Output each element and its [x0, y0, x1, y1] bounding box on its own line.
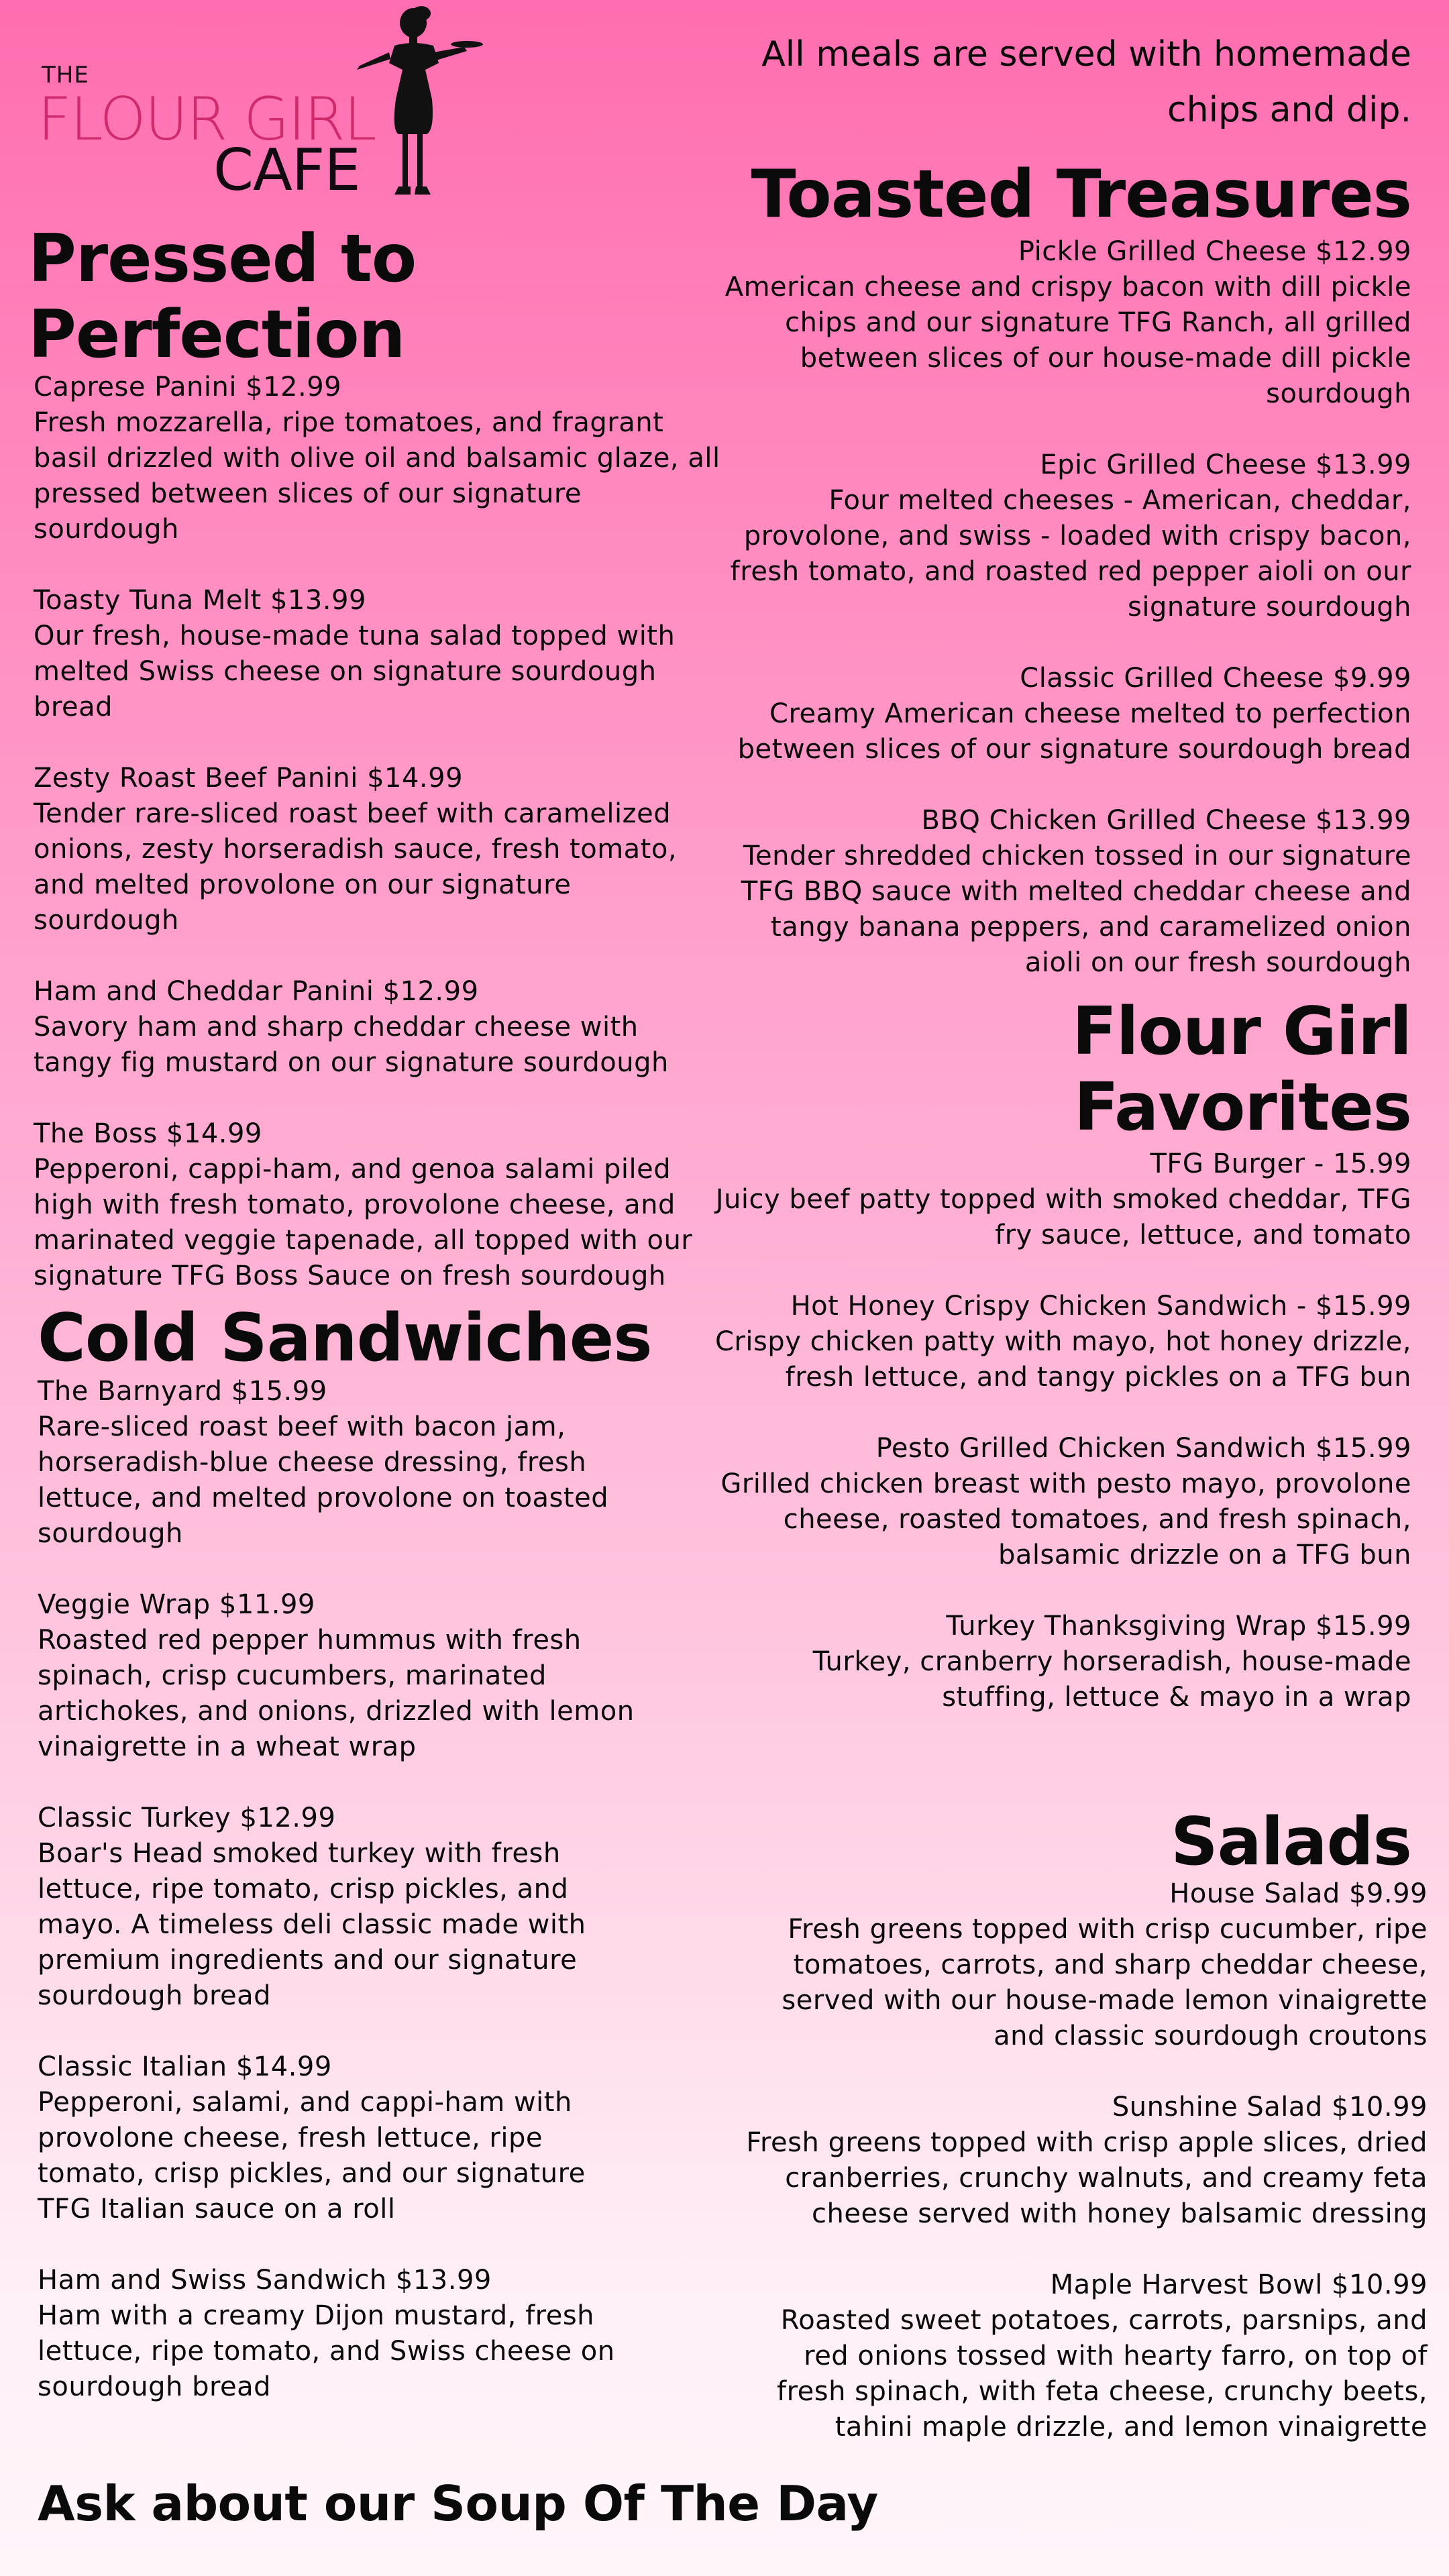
- meals-note: All meals are served with homemade chips and dip.: [761, 34, 1411, 131]
- menu-item: [714, 1289, 1411, 1395]
- menu-item: [714, 1146, 1411, 1253]
- menu-item: [34, 583, 724, 725]
- item-desc: Savory ham and sharp cheddar cheese with tangy fig mustard on our signature sourdough: [34, 1012, 669, 1079]
- item-title: Pickle Grilled Cheese $12.99: [1018, 236, 1411, 268]
- item-desc: Turkey, cranberry horseradish, house-made stuffing, lettuce & mayo in a wrap: [812, 1646, 1411, 1713]
- menu-item: [730, 2267, 1428, 2445]
- menu-item: [34, 974, 724, 1081]
- item-desc: Juicy beef patty topped with smoked cheddar, TFG fry sauce, lettuce, and tomato: [715, 1184, 1411, 1251]
- cold-heading: Cold Sandwiches: [38, 1300, 652, 1377]
- left-column: [28, 221, 724, 2405]
- item-title: Classic Italian $14.99: [38, 2051, 332, 2083]
- item-title: Hot Honey Crispy Chicken Sandwich - $15.99: [790, 1291, 1411, 1322]
- item-title: Ham and Cheddar Panini $12.99: [34, 976, 479, 1008]
- item-title: Turkey Thanksgiving Wrap $15.99: [946, 1611, 1411, 1642]
- item-desc: Roasted sweet potatoes, carrots, parsnips, and red onions tossed with hearty farro, on top of fresh spinach, with feta cheese, crunchy beets, tahini maple drizzle, and lemon vinaigrette: [777, 2304, 1428, 2443]
- item-desc: Our fresh, house-made tuna salad topped with melted Swiss cheese on signature sourdough bread: [34, 621, 676, 723]
- item-desc: Roasted red pepper hummus with fresh spinach, crisp cucumbers, marinated artichokes, and onions, drizzled with lemon vinaigrette in a wheat wrap: [38, 1625, 635, 1763]
- item-desc: Fresh mozzarella, ripe tomatoes, and fragrant basil drizzled with olive oil and balsamic glaze, all pressed between slices of our signature sourdough: [34, 407, 720, 545]
- menu-item: [730, 1876, 1428, 2054]
- menu-item: [34, 370, 724, 547]
- menu-item: [714, 234, 1411, 412]
- item-title: Epic Grilled Cheese $13.99: [1040, 449, 1411, 481]
- menu-item: [38, 1801, 641, 2014]
- item-desc: Fresh greens topped with crisp apple slices, dried cranberries, crunchy walnuts, and creamy feta cheese served with honey balsamic dressing: [746, 2127, 1428, 2229]
- salads-column: [730, 1805, 1428, 2445]
- salads-heading: Salads: [1171, 1804, 1411, 1880]
- menu-item: [38, 1587, 695, 1765]
- item-title: Classic Turkey $12.99: [38, 1803, 336, 1834]
- salads-section: [730, 1805, 1428, 2445]
- item-desc: Crispy chicken patty with mayo, hot honey drizzle, fresh lettuce, and tangy pickles on a TFG bun: [714, 1326, 1411, 1393]
- item-desc: Creamy American cheese melted to perfection between slices of our signature sourdough bread: [737, 698, 1411, 765]
- menu-item: [38, 2263, 682, 2405]
- item-desc: Ham with a creamy Dijon mustard, fresh lettuce, ripe tomato, and Swiss cheese on sourdough bread: [38, 2300, 615, 2403]
- item-title: The Barnyard $15.99: [38, 1376, 327, 1407]
- menu-item: [38, 2049, 641, 2227]
- item-desc: Grilled chicken breast with pesto mayo, provolone cheese, roasted tomatoes, and fresh spinach, balsamic drizzle on a TFG bun: [720, 1468, 1411, 1571]
- item-title: House Salad $9.99: [1169, 1878, 1428, 1909]
- item-desc: Tender rare-sliced roast beef with caramelized onions, zesty horseradish sauce, fresh tomato, and melted provolone on our signature sourdough: [34, 798, 678, 936]
- menu-item: [714, 1609, 1411, 1715]
- toasted-heading: Toasted Treasures: [751, 156, 1411, 233]
- item-desc: Boar's Head smoked turkey with fresh lettuce, ripe tomato, crisp pickles, and mayo. A timeless deli classic made with premium ingredients and our signature sourdough bread: [38, 1838, 586, 2012]
- item-title: Zesty Roast Beef Panini $14.99: [34, 763, 464, 794]
- item-title: BBQ Chicken Grilled Cheese $13.99: [921, 805, 1411, 837]
- item-title: TFG Burger - 15.99: [1150, 1148, 1411, 1180]
- item-title: Caprese Panini $12.99: [34, 372, 342, 403]
- menu-item: [714, 447, 1411, 625]
- menu-item: [34, 1116, 724, 1294]
- item-desc: American cheese and crispy bacon with dill pickle chips and our signature TFG Ranch, all grilled between slices of our house-made dill pickle sourdough: [724, 272, 1411, 410]
- item-title: Maple Harvest Bowl $10.99: [1050, 2269, 1428, 2300]
- right-column: [714, 27, 1411, 1715]
- item-title: Sunshine Salad $10.99: [1112, 2091, 1428, 2123]
- menu-item: [714, 661, 1411, 767]
- menu-item: [714, 803, 1411, 981]
- logo-cafe: CAFE: [213, 137, 360, 204]
- soup-of-the-day: Ask about our Soup Of The Day: [38, 2475, 878, 2532]
- item-title: Classic Grilled Cheese $9.99: [1020, 663, 1411, 694]
- item-title: The Boss $14.99: [34, 1118, 262, 1150]
- item-desc: Fresh greens topped with crisp cucumber, ripe tomatoes, carrots, and sharp cheddar cheese, served with our house-made lemon vinaigrette and classic sourdough croutons: [782, 1913, 1428, 2051]
- cold-section: [38, 1301, 724, 2405]
- menu-item: [38, 1374, 695, 1552]
- item-title: Pesto Grilled Chicken Sandwich $15.99: [875, 1433, 1411, 1464]
- item-desc: Pepperoni, salami, and cappi-ham with provolone cheese, fresh lettuce, ripe tomato, crisp pickles, and our signature TFG Italian sauce on a roll: [38, 2087, 586, 2225]
- logo-the: THE: [42, 62, 89, 89]
- item-desc: Four melted cheeses - American, cheddar, provolone, and swiss - loaded with crispy bacon, fresh tomato, and roasted red pepper aioli on our signature sourdough: [730, 485, 1411, 623]
- item-desc: Tender shredded chicken tossed in our signature TFG BBQ sauce with melted cheddar cheese and tangy banana peppers, and caramelized onion aioli on our fresh sourdough: [741, 841, 1411, 979]
- logo-flour-girl: FLOUR GIRL: [38, 85, 376, 154]
- pressed-heading: Pressed to Perfection: [28, 221, 417, 373]
- favorites-heading: Flour Girl Favorites: [1071, 994, 1411, 1146]
- item-title: Toasty Tuna Melt $13.99: [34, 585, 366, 616]
- item-desc: Pepperoni, cappi-ham, and genoa salami piled high with fresh tomato, provolone cheese, and marinated veggie tapenade, all topped with our signature TFG Boss Sauce on fresh sourdough: [34, 1154, 693, 1292]
- menu-item: [714, 1431, 1411, 1573]
- menu-item: [730, 2090, 1428, 2232]
- favorites-section: [714, 994, 1411, 1715]
- pressed-section: [28, 221, 724, 1294]
- item-title: Veggie Wrap $11.99: [38, 1589, 315, 1621]
- flour-girl-silhouette-icon: [333, 5, 487, 200]
- item-desc: Rare-sliced roast beef with bacon jam, horseradish-blue cheese dressing, fresh lettuce, and melted provolone on toasted sourdough: [38, 1411, 609, 1550]
- menu-item: [34, 761, 724, 938]
- cafe-logo: [38, 5, 453, 204]
- toasted-section: [714, 157, 1411, 981]
- item-title: Ham and Swiss Sandwich $13.99: [38, 2265, 492, 2296]
